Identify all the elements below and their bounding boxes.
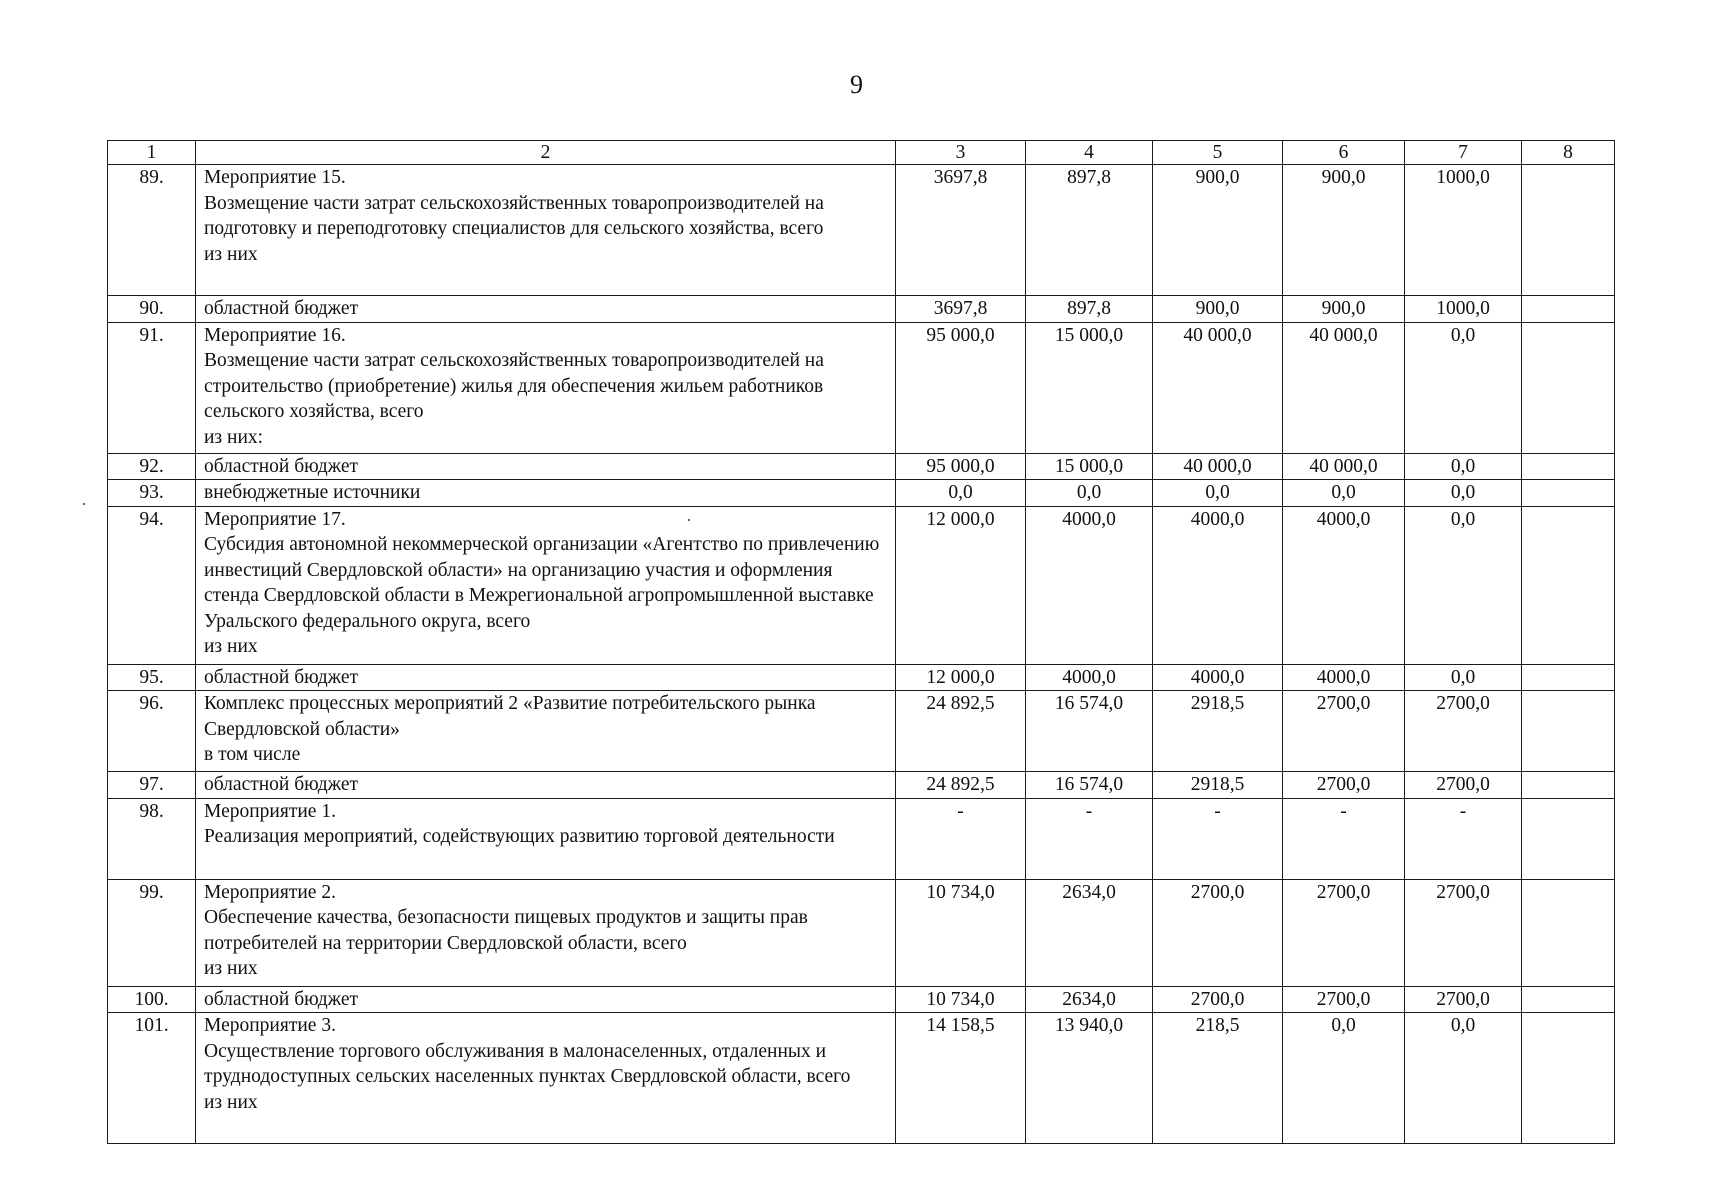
value-col-5: -: [1153, 798, 1283, 879]
value-col-8: [1522, 506, 1615, 664]
value-col-7: 0,0: [1405, 1013, 1522, 1144]
value-col-8: [1522, 453, 1615, 480]
value-col-8: [1522, 480, 1615, 507]
value-col-4: 4000,0: [1026, 664, 1153, 691]
value-col-3: 24 892,5: [896, 691, 1026, 772]
row-description: Мероприятие 17. Субсидия автономной некоммерческой организации «Агентство по привлечению инвестиций Свердловской области» на организацию участия и оформления стенда Свердловской области в Межрегиональной агропромышленной выставке Уральского федерального округа, всего из них: [196, 506, 896, 664]
row-number: 101.: [108, 1013, 196, 1144]
table-body: [108, 165, 1615, 1144]
value-col-8: [1522, 322, 1615, 453]
value-col-6: 2700,0: [1283, 986, 1405, 1013]
value-col-7: 2700,0: [1405, 879, 1522, 986]
value-col-8: [1522, 798, 1615, 879]
value-col-4: 15 000,0: [1026, 322, 1153, 453]
value-col-7: 0,0: [1405, 480, 1522, 507]
value-col-5: 900,0: [1153, 296, 1283, 323]
value-col-6: 2700,0: [1283, 772, 1405, 799]
row-description: Мероприятие 1. Реализация мероприятий, содействующих развитию торговой деятельности: [196, 798, 896, 879]
table-row: [108, 986, 1615, 1013]
value-col-3: 12 000,0: [896, 506, 1026, 664]
value-col-3: 3697,8: [896, 296, 1026, 323]
row-number: 94.: [108, 506, 196, 664]
value-col-5: 4000,0: [1153, 506, 1283, 664]
header-col-8: 8: [1522, 141, 1615, 165]
value-col-6: 40 000,0: [1283, 453, 1405, 480]
header-col-1: 1: [108, 141, 196, 165]
row-number: 98.: [108, 798, 196, 879]
stray-mark: [83, 503, 85, 505]
budget-table: [107, 140, 1615, 1144]
table-row: [108, 322, 1615, 453]
row-description: областной бюджет: [196, 664, 896, 691]
table-row: [108, 165, 1615, 296]
row-number: 97.: [108, 772, 196, 799]
header-col-6: 6: [1283, 141, 1405, 165]
value-col-4: 16 574,0: [1026, 691, 1153, 772]
value-col-7: 0,0: [1405, 506, 1522, 664]
row-description: Мероприятие 16. Возмещение части затрат сельскохозяйственных товаропроизводителей на строительство (приобретение) жилья для обеспечения жильем работников сельского хозяйства, всего из них:: [196, 322, 896, 453]
value-col-3: 0,0: [896, 480, 1026, 507]
value-col-5: 40 000,0: [1153, 322, 1283, 453]
row-number: 93.: [108, 480, 196, 507]
value-col-3: 24 892,5: [896, 772, 1026, 799]
value-col-3: 95 000,0: [896, 322, 1026, 453]
value-col-8: [1522, 772, 1615, 799]
value-col-8: [1522, 165, 1615, 296]
row-description: областной бюджет: [196, 772, 896, 799]
value-col-7: 0,0: [1405, 322, 1522, 453]
value-col-7: 1000,0: [1405, 165, 1522, 296]
value-col-4: -: [1026, 798, 1153, 879]
header-col-5: 5: [1153, 141, 1283, 165]
value-col-7: 0,0: [1405, 664, 1522, 691]
row-number: 91.: [108, 322, 196, 453]
value-col-4: 897,8: [1026, 165, 1153, 296]
value-col-6: 4000,0: [1283, 664, 1405, 691]
table-row: [108, 453, 1615, 480]
header-col-3: 3: [896, 141, 1026, 165]
value-col-4: 2634,0: [1026, 879, 1153, 986]
value-col-6: 40 000,0: [1283, 322, 1405, 453]
table-row: [108, 480, 1615, 507]
row-description: Мероприятие 15. Возмещение части затрат сельскохозяйственных товаропроизводителей на подготовку и переподготовку специалистов для сельского хозяйства, всего из них: [196, 165, 896, 296]
value-col-4: 16 574,0: [1026, 772, 1153, 799]
value-col-4: 13 940,0: [1026, 1013, 1153, 1144]
value-col-5: 4000,0: [1153, 664, 1283, 691]
header-col-4: 4: [1026, 141, 1153, 165]
value-col-5: 2918,5: [1153, 691, 1283, 772]
header-row: [108, 141, 1615, 165]
row-number: 92.: [108, 453, 196, 480]
table-row: [108, 664, 1615, 691]
row-description: Мероприятие 3. Осуществление торгового обслуживания в малонаселенных, отдаленных и труднодоступных сельских населенных пунктах Свердловской области, всего из них: [196, 1013, 896, 1144]
value-col-6: 0,0: [1283, 480, 1405, 507]
value-col-8: [1522, 986, 1615, 1013]
value-col-5: 2700,0: [1153, 986, 1283, 1013]
value-col-3: 10 734,0: [896, 986, 1026, 1013]
row-number: 100.: [108, 986, 196, 1013]
row-number: 99.: [108, 879, 196, 986]
value-col-3: 14 158,5: [896, 1013, 1026, 1144]
row-description: Мероприятие 2. Обеспечение качества, безопасности пищевых продуктов и защиты прав потребителей на территории Свердловской области, всего из них: [196, 879, 896, 986]
value-col-8: [1522, 879, 1615, 986]
value-col-6: 900,0: [1283, 296, 1405, 323]
value-col-7: 2700,0: [1405, 772, 1522, 799]
row-description: внебюджетные источники: [196, 480, 896, 507]
row-description: областной бюджет: [196, 296, 896, 323]
row-description: Комплекс процессных мероприятий 2 «Развитие потребительского рынка Свердловской области» в том числе: [196, 691, 896, 772]
row-description: областной бюджет: [196, 453, 896, 480]
value-col-7: 0,0: [1405, 453, 1522, 480]
value-col-5: 218,5: [1153, 1013, 1283, 1144]
value-col-3: 12 000,0: [896, 664, 1026, 691]
value-col-4: 2634,0: [1026, 986, 1153, 1013]
value-col-8: [1522, 296, 1615, 323]
value-col-8: [1522, 664, 1615, 691]
value-col-7: -: [1405, 798, 1522, 879]
stray-mark: [688, 519, 690, 521]
value-col-6: 900,0: [1283, 165, 1405, 296]
table-row: [108, 506, 1615, 664]
table-row: [108, 296, 1615, 323]
value-col-3: 10 734,0: [896, 879, 1026, 986]
value-col-6: 2700,0: [1283, 691, 1405, 772]
header-col-2: 2: [196, 141, 896, 165]
value-col-6: 2700,0: [1283, 879, 1405, 986]
value-col-7: 1000,0: [1405, 296, 1522, 323]
row-number: 90.: [108, 296, 196, 323]
row-number: 96.: [108, 691, 196, 772]
table-row: [108, 1013, 1615, 1144]
value-col-3: 95 000,0: [896, 453, 1026, 480]
value-col-5: 40 000,0: [1153, 453, 1283, 480]
value-col-5: 0,0: [1153, 480, 1283, 507]
value-col-4: 897,8: [1026, 296, 1153, 323]
value-col-6: -: [1283, 798, 1405, 879]
table-row: [108, 879, 1615, 986]
value-col-4: 0,0: [1026, 480, 1153, 507]
table-row: [108, 691, 1615, 772]
value-col-5: 2700,0: [1153, 879, 1283, 986]
value-col-5: 2918,5: [1153, 772, 1283, 799]
table-header: [108, 141, 1615, 165]
row-number: 95.: [108, 664, 196, 691]
value-col-8: [1522, 691, 1615, 772]
table-row: [108, 772, 1615, 799]
row-number: 89.: [108, 165, 196, 296]
value-col-7: 2700,0: [1405, 986, 1522, 1013]
value-col-6: 0,0: [1283, 1013, 1405, 1144]
value-col-3: 3697,8: [896, 165, 1026, 296]
value-col-4: 4000,0: [1026, 506, 1153, 664]
value-col-5: 900,0: [1153, 165, 1283, 296]
value-col-8: [1522, 1013, 1615, 1144]
header-col-7: 7: [1405, 141, 1522, 165]
value-col-4: 15 000,0: [1026, 453, 1153, 480]
page-number: 9: [850, 70, 863, 99]
value-col-3: -: [896, 798, 1026, 879]
table-row: [108, 798, 1615, 879]
value-col-7: 2700,0: [1405, 691, 1522, 772]
row-description: областной бюджет: [196, 986, 896, 1013]
value-col-6: 4000,0: [1283, 506, 1405, 664]
